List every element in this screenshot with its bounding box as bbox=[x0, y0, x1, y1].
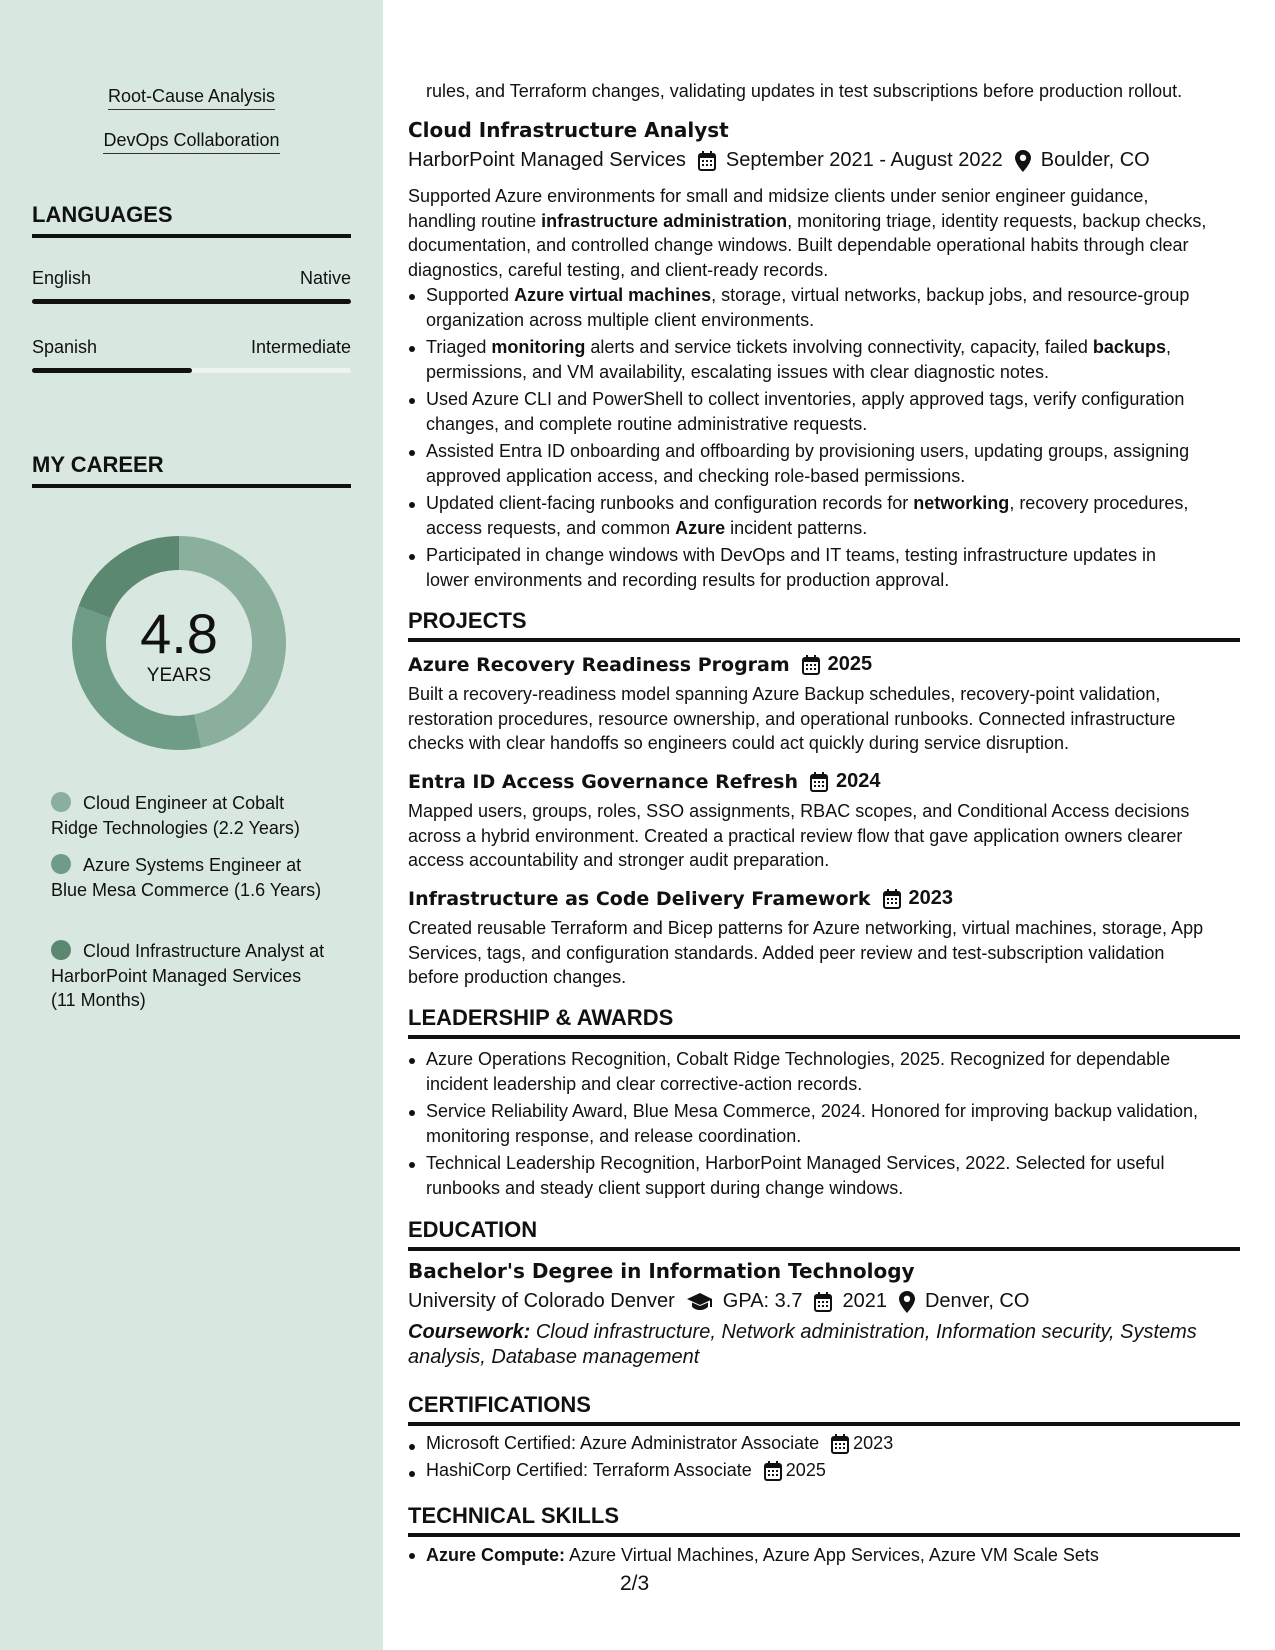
project-description-line: access accountability and stronger audit preparation. bbox=[408, 850, 830, 870]
legend-dot-icon bbox=[51, 854, 71, 874]
language-name: English bbox=[32, 268, 92, 288]
leadership-bullet-line: monitoring response, and release coordination. bbox=[426, 1125, 802, 1146]
project-description-line: checks with clear handoffs so engineers could act quickly during service disruption. bbox=[408, 733, 1070, 753]
skill-tag: DevOps Collaboration bbox=[0, 130, 383, 151]
bullet-icon bbox=[409, 502, 415, 508]
project-description-line: Mapped users, groups, roles, SSO assignments, RBAC scopes, and Conditional Access decisions bbox=[408, 801, 1190, 821]
job-title: Cloud Infrastructure Analyst bbox=[408, 118, 729, 142]
certification-name: Microsoft Certified: Azure Administrator Associate bbox=[426, 1433, 820, 1453]
technical-skill-item: Azure Compute: Azure Virtual Machines, Azure App Services, Azure VM Scale Sets bbox=[426, 1545, 1099, 1565]
project-description-line: before production changes. bbox=[408, 967, 627, 987]
coursework-line: Coursework: Cloud infrastructure, Network administration, Information security, Systems bbox=[408, 1321, 1197, 1343]
job-bullet-line: Used Azure CLI and PowerShell to collect inventories, apply approved tags, verify configuration bbox=[426, 389, 1185, 409]
projects-heading: PROJECTS bbox=[408, 608, 1240, 642]
certification-year: 2023 bbox=[853, 1433, 894, 1453]
project-title bbox=[408, 653, 872, 676]
graduation-year: 2021 bbox=[842, 1290, 887, 1312]
education-meta bbox=[408, 1290, 1029, 1313]
job-bullet-line: Supported Azure virtual machines, storage, virtual networks, backup jobs, and resource-group bbox=[426, 285, 1190, 305]
school-name: University of Colorado Denver bbox=[408, 1290, 675, 1312]
job-summary-line: documentation, and controlled change windows. Built dependable operational habits through clear bbox=[408, 235, 1189, 255]
language-proficiency-fill bbox=[32, 299, 351, 304]
job-bullet-line: Triaged monitoring alerts and service tickets involving connectivity, capacity, failed backups, bbox=[426, 337, 1171, 357]
language-row bbox=[32, 268, 351, 289]
calendar-icon bbox=[810, 772, 828, 792]
project-description-line: across a hybrid environment. Created a practical review flow that gave application owners clearer bbox=[408, 825, 1183, 846]
leadership-bullet-line: incident leadership and clear corrective-action records. bbox=[426, 1073, 863, 1094]
certification-name: HashiCorp Certified: Terraform Associate bbox=[426, 1460, 752, 1480]
sidebar bbox=[0, 0, 383, 1650]
language-proficiency-bar bbox=[32, 368, 351, 373]
language-name: Spanish bbox=[32, 337, 98, 357]
certification-item bbox=[426, 1433, 893, 1454]
bullet-icon bbox=[409, 554, 415, 560]
project-name: Entra ID Access Governance Refresh bbox=[408, 770, 799, 793]
language-level: Native bbox=[299, 268, 351, 288]
job-summary-line: handling routine infrastructure administration, monitoring triage, identity requests, backup checks, bbox=[408, 210, 1207, 231]
job-bullet-line: access requests, and common Azure incident patterns. bbox=[426, 517, 868, 538]
certification-item bbox=[426, 1460, 826, 1481]
job-bullet-line: lower environments and recording results for production approval. bbox=[426, 569, 950, 590]
project-description-line: Services, tags, and configuration standards. Added peer review and test-subscription validation bbox=[408, 942, 1165, 963]
career-heading: MY CAREER bbox=[32, 452, 351, 488]
project-title bbox=[408, 770, 881, 793]
bullet-icon bbox=[409, 1162, 415, 1168]
career-legend-item: Azure Systems Engineer at Blue Mesa Commerce (1.6 Years) bbox=[51, 855, 322, 900]
certification-year: 2025 bbox=[785, 1460, 826, 1480]
technical-skills-heading: TECHNICAL SKILLS bbox=[408, 1503, 1240, 1537]
bullet-icon bbox=[409, 1058, 415, 1064]
experience-carryover-line: rules, and Terraform changes, validating updates in test subscriptions before production rollout. bbox=[426, 81, 1183, 101]
bullet-icon bbox=[409, 294, 415, 300]
project-name: Infrastructure as Code Delivery Framework bbox=[408, 887, 871, 910]
job-bullet-line: changes, and complete routine administrative requests. bbox=[426, 413, 868, 434]
map-pin-icon bbox=[899, 1291, 915, 1313]
job-meta bbox=[408, 149, 1150, 172]
bullet-icon bbox=[409, 450, 415, 456]
map-pin-icon bbox=[1015, 150, 1031, 172]
bullet-icon bbox=[409, 1444, 415, 1450]
bullet-icon bbox=[409, 1471, 415, 1477]
language-proficiency-bar bbox=[32, 299, 351, 304]
calendar-icon bbox=[814, 1292, 832, 1312]
project-title bbox=[408, 887, 953, 910]
education-location: Denver, CO bbox=[924, 1290, 1030, 1312]
job-bullet-line: Participated in change windows with DevOps and IT teams, testing infrastructure updates in bbox=[426, 545, 1157, 565]
language-proficiency-fill bbox=[32, 368, 192, 373]
degree-title: Bachelor's Degree in Information Technology bbox=[408, 1259, 915, 1283]
calendar-icon bbox=[883, 889, 901, 909]
bullet-icon bbox=[409, 398, 415, 404]
language-row bbox=[32, 337, 351, 358]
project-description-line: Built a recovery-readiness model spanning Azure Backup schedules, recovery-point validation, bbox=[408, 684, 1161, 704]
job-summary-line: Supported Azure environments for small and midsize clients under senior engineer guidance, bbox=[408, 186, 1149, 206]
leadership-bullet-line: runbooks and steady client support during change windows. bbox=[426, 1177, 904, 1198]
leadership-heading: LEADERSHIP & AWARDS bbox=[408, 1005, 1240, 1039]
job-summary-line: diagnostics, careful testing, and client-ready records. bbox=[408, 259, 829, 280]
calendar-icon bbox=[698, 151, 716, 171]
project-year: 2023 bbox=[908, 887, 954, 909]
company-name: HarborPoint Managed Services bbox=[408, 149, 686, 171]
career-total-value: 4.8 bbox=[140, 602, 218, 665]
job-dates: September 2021 - August 2022 bbox=[725, 149, 1003, 171]
career-total-unit: YEARS bbox=[146, 665, 212, 686]
calendar-icon bbox=[802, 655, 820, 675]
legend-dot-icon bbox=[51, 792, 71, 812]
bullet-icon bbox=[409, 1110, 415, 1116]
job-location: Boulder, CO bbox=[1040, 149, 1150, 171]
education-heading: EDUCATION bbox=[408, 1217, 1240, 1251]
gpa: GPA: 3.7 bbox=[722, 1290, 803, 1312]
legend-dot-icon bbox=[51, 940, 71, 960]
job-bullet-line: Assisted Entra ID onboarding and offboarding by provisioning users, updating groups, assigning bbox=[426, 441, 1190, 461]
page-number: 2/3 bbox=[620, 1572, 650, 1595]
graduation-cap-icon bbox=[687, 1293, 713, 1311]
bullet-icon bbox=[409, 346, 415, 352]
skill-tag: Root-Cause Analysis bbox=[0, 86, 383, 107]
language-level: Intermediate bbox=[250, 337, 351, 357]
leadership-bullet-line: Technical Leadership Recognition, HarborPoint Managed Services, 2022. Selected for useful bbox=[426, 1153, 1165, 1173]
leadership-bullet-line: Azure Operations Recognition, Cobalt Ridge Technologies, 2025. Recognized for dependable bbox=[426, 1049, 1171, 1069]
project-year: 2025 bbox=[827, 653, 873, 675]
calendar-icon bbox=[831, 1434, 849, 1454]
career-legend-item: Cloud Infrastructure Analyst at HarborPoint Managed Services (11 Months) bbox=[51, 941, 325, 1010]
coursework-line: analysis, Database management bbox=[408, 1346, 700, 1368]
languages-heading: LANGUAGES bbox=[32, 202, 351, 238]
calendar-icon bbox=[764, 1461, 782, 1481]
project-year: 2024 bbox=[836, 770, 881, 792]
project-name: Azure Recovery Readiness Program bbox=[408, 653, 790, 676]
job-bullet-line: Updated client-facing runbooks and configuration records for networking, recovery procedures, bbox=[426, 493, 1189, 513]
job-bullet-line: permissions, and VM availability, escalating issues with clear diagnostic notes. bbox=[426, 361, 1049, 382]
job-bullet-line: approved application access, and checking role-based permissions. bbox=[426, 465, 966, 486]
career-legend-item: Cloud Engineer at Cobalt Ridge Technologies (2.2 Years) bbox=[51, 793, 300, 838]
certifications-heading: CERTIFICATIONS bbox=[408, 1392, 1240, 1426]
bullet-icon bbox=[409, 1553, 415, 1559]
project-description-line: restoration procedures, resource ownership, and operational runbooks. Connected infrastructure bbox=[408, 708, 1176, 729]
job-bullet-line: organization across multiple client environments. bbox=[426, 309, 815, 330]
project-description-line: Created reusable Terraform and Bicep patterns for Azure networking, virtual machines, storage, App bbox=[408, 918, 1204, 938]
leadership-bullet-line: Service Reliability Award, Blue Mesa Commerce, 2024. Honored for improving backup validation, bbox=[426, 1101, 1199, 1121]
